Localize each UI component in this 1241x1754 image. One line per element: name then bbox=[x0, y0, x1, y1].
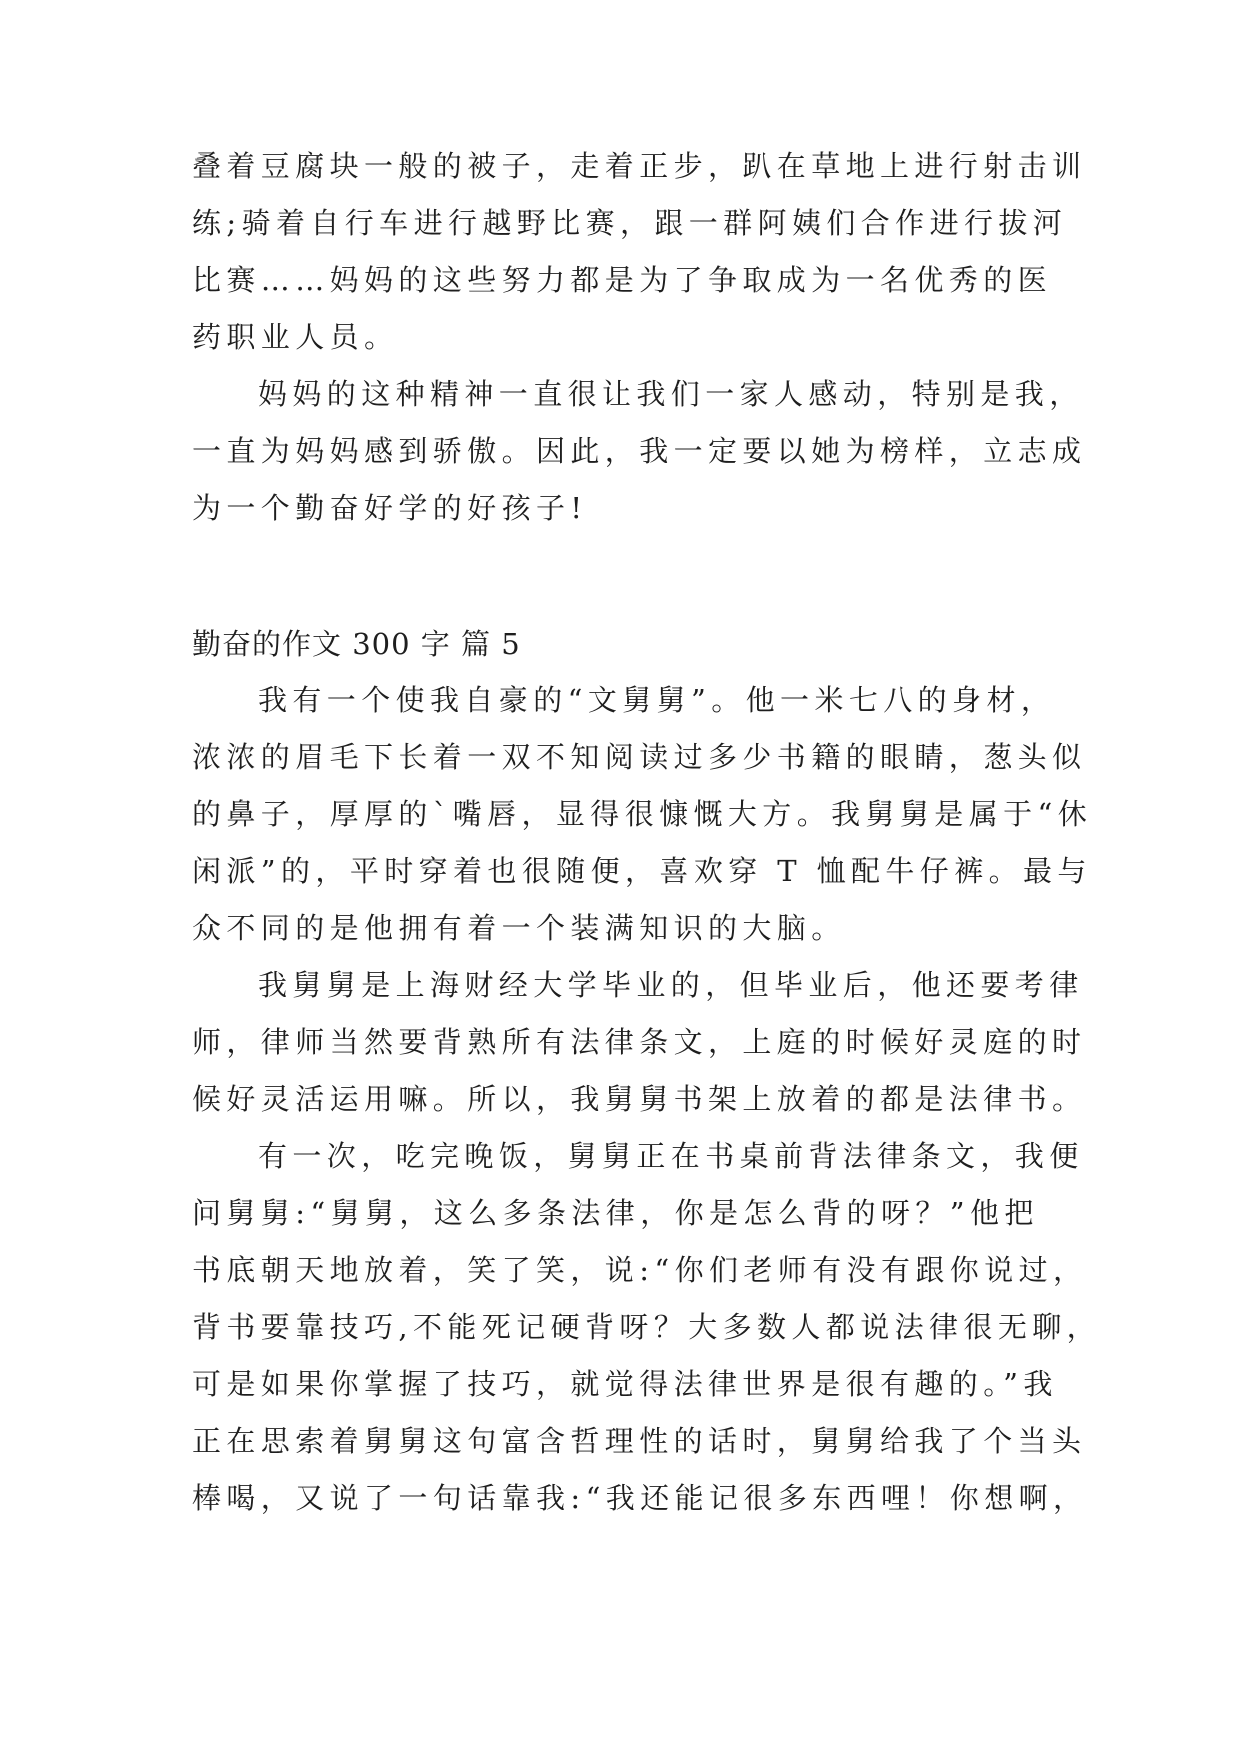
text-line: 为一个勤奋好学的好孩子! bbox=[192, 491, 588, 525]
paragraph bbox=[192, 672, 1093, 957]
text-line: 问舅舅:“舅舅，这么多条法律，你是怎么背的呀？”他把 bbox=[192, 1196, 1039, 1230]
section-1 bbox=[192, 138, 1087, 537]
section-heading: 勤奋的作文 300 字 篇 5 bbox=[192, 627, 521, 661]
text-line: 练;骑着自行车进行越野比赛，跟一群阿姨们合作进行拔河 bbox=[192, 206, 1068, 240]
text-line: 我有一个使我自豪的“文舅舅”。他一米七八的身材， bbox=[258, 683, 1056, 717]
text-line: 候好灵活运用嘛。所以，我舅舅书架上放着的都是法律书。 bbox=[192, 1082, 1087, 1116]
text-line: 妈妈的这种精神一直很让我们一家人感动，特别是我， bbox=[258, 377, 1084, 411]
text-line: 的鼻子，厚厚的`嘴唇，显得很慷慨大方。我舅舅是属于“休 bbox=[192, 797, 1093, 831]
paragraph bbox=[192, 1128, 1102, 1527]
text-line: 药职业人员。 bbox=[192, 320, 399, 354]
text-line: 比赛……妈妈的这些努力都是为了争取成为一名优秀的医 bbox=[192, 263, 1053, 297]
text-line: 棒喝，又说了一句话靠我:“我还能记很多东西哩！你想啊， bbox=[192, 1481, 1088, 1515]
paragraph bbox=[192, 957, 1087, 1128]
text-line: 闲派”的，平时穿着也很随便，喜欢穿 T 恤配牛仔裤。最与 bbox=[192, 854, 1092, 888]
text-line: 浓浓的眉毛下长着一双不知阅读过多少书籍的眼睛，葱头似 bbox=[192, 740, 1087, 774]
text-line: 众不同的是他拥有着一个装满知识的大脑。 bbox=[192, 911, 846, 945]
text-line: 一直为妈妈感到骄傲。因此，我一定要以她为榜样，立志成 bbox=[192, 434, 1087, 468]
text-line: 可是如果你掌握了技巧，就觉得法律世界是很有趣的。”我 bbox=[192, 1367, 1058, 1401]
text-line: 正在思索着舅舅这句富含哲理性的话时，舅舅给我了个当头 bbox=[192, 1424, 1087, 1458]
text-line: 背书要靠技巧,不能死记硬背呀？大多数人都说法律很无聊， bbox=[192, 1310, 1102, 1344]
text-line: 师，律师当然要背熟所有法律条文，上庭的时候好灵庭的时 bbox=[192, 1025, 1087, 1059]
paragraph bbox=[192, 366, 1087, 537]
text-line: 叠着豆腐块一般的被子，走着正步，趴在草地上进行射击训 bbox=[192, 149, 1087, 183]
section-2 bbox=[192, 672, 1102, 1527]
text-line: 有一次，吃完晚饭，舅舅正在书桌前背法律条文，我便 bbox=[258, 1139, 1084, 1173]
paragraph bbox=[192, 138, 1087, 366]
text-line: 我舅舅是上海财经大学毕业的，但毕业后，他还要考律 bbox=[258, 968, 1084, 1002]
text-line: 书底朝天地放着，笑了笑，说:“你们老师有没有跟你说过， bbox=[192, 1253, 1088, 1287]
